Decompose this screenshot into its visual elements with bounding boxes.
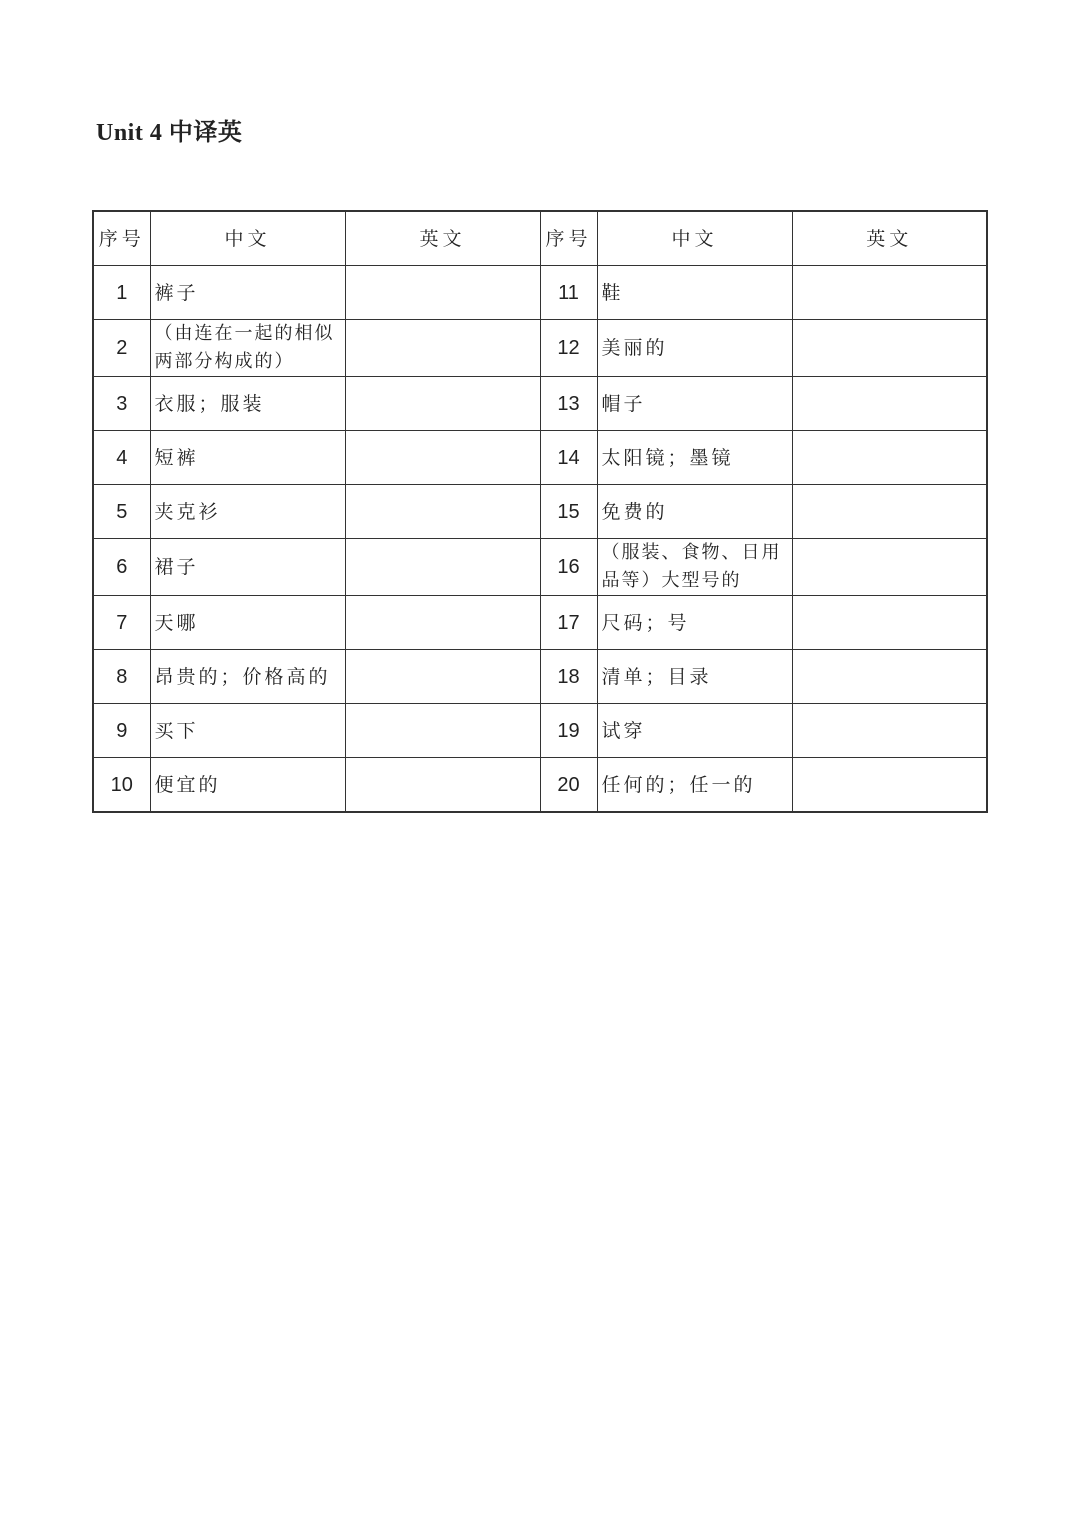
table-row (93, 377, 987, 431)
table-row (93, 431, 987, 485)
table-row (93, 758, 987, 813)
item-number: 10 (93, 758, 150, 813)
chinese-term: 太阳镜；墨镜 (597, 431, 792, 485)
english-answer-blank[interactable] (792, 758, 987, 813)
english-answer-blank[interactable] (345, 266, 540, 320)
chinese-term: 帽子 (597, 377, 792, 431)
item-number: 12 (540, 320, 597, 377)
chinese-term: 便宜的 (150, 758, 345, 813)
english-answer-blank[interactable] (792, 539, 987, 596)
chinese-term: 尺码；号 (597, 596, 792, 650)
chinese-term: 清单；目录 (597, 650, 792, 704)
english-answer-blank[interactable] (345, 758, 540, 813)
english-answer-blank[interactable] (792, 431, 987, 485)
chinese-term: 鞋 (597, 266, 792, 320)
item-number: 13 (540, 377, 597, 431)
item-number: 1 (93, 266, 150, 320)
chinese-term: （服装、食物、日用品等）大型号的 (597, 539, 792, 596)
chinese-term: 买下 (150, 704, 345, 758)
item-number: 2 (93, 320, 150, 377)
item-number: 8 (93, 650, 150, 704)
chinese-term: 试穿 (597, 704, 792, 758)
chinese-term: 天哪 (150, 596, 345, 650)
table-row (93, 596, 987, 650)
english-answer-blank[interactable] (792, 266, 987, 320)
item-number: 3 (93, 377, 150, 431)
header-number-right: 序号 (540, 211, 597, 266)
chinese-term: （由连在一起的相似两部分构成的） (150, 320, 345, 377)
chinese-term: 衣服；服装 (150, 377, 345, 431)
chinese-term: 短裤 (150, 431, 345, 485)
table-header-row (93, 211, 987, 266)
item-number: 18 (540, 650, 597, 704)
item-number: 11 (540, 266, 597, 320)
english-answer-blank[interactable] (345, 320, 540, 377)
english-answer-blank[interactable] (345, 539, 540, 596)
header-chinese-right: 中文 (597, 211, 792, 266)
chinese-term: 美丽的 (597, 320, 792, 377)
item-number: 16 (540, 539, 597, 596)
english-answer-blank[interactable] (345, 431, 540, 485)
table-row (93, 320, 987, 377)
header-english-left: 英文 (345, 211, 540, 266)
chinese-term: 裙子 (150, 539, 345, 596)
table-row (93, 704, 987, 758)
item-number: 7 (93, 596, 150, 650)
header-number-left: 序号 (93, 211, 150, 266)
header-english-right: 英文 (792, 211, 987, 266)
page-title: Unit 4 中译英 (96, 120, 243, 146)
item-number: 20 (540, 758, 597, 813)
english-answer-blank[interactable] (792, 485, 987, 539)
chinese-term: 免费的 (597, 485, 792, 539)
table-row (93, 650, 987, 704)
item-number: 9 (93, 704, 150, 758)
item-number: 17 (540, 596, 597, 650)
item-number: 14 (540, 431, 597, 485)
english-answer-blank[interactable] (345, 377, 540, 431)
table-row (93, 539, 987, 596)
item-number: 6 (93, 539, 150, 596)
english-answer-blank[interactable] (345, 704, 540, 758)
table-row (93, 485, 987, 539)
english-answer-blank[interactable] (345, 485, 540, 539)
english-answer-blank[interactable] (792, 704, 987, 758)
english-answer-blank[interactable] (792, 596, 987, 650)
english-answer-blank[interactable] (792, 377, 987, 431)
english-answer-blank[interactable] (345, 650, 540, 704)
item-number: 4 (93, 431, 150, 485)
item-number: 15 (540, 485, 597, 539)
table-row (93, 266, 987, 320)
chinese-term: 任何的；任一的 (597, 758, 792, 813)
chinese-term: 昂贵的；价格高的 (150, 650, 345, 704)
english-answer-blank[interactable] (792, 320, 987, 377)
item-number: 19 (540, 704, 597, 758)
chinese-term: 裤子 (150, 266, 345, 320)
item-number: 5 (93, 485, 150, 539)
english-answer-blank[interactable] (792, 650, 987, 704)
english-answer-blank[interactable] (345, 596, 540, 650)
header-chinese-left: 中文 (150, 211, 345, 266)
vocabulary-table (92, 210, 988, 813)
chinese-term: 夹克衫 (150, 485, 345, 539)
